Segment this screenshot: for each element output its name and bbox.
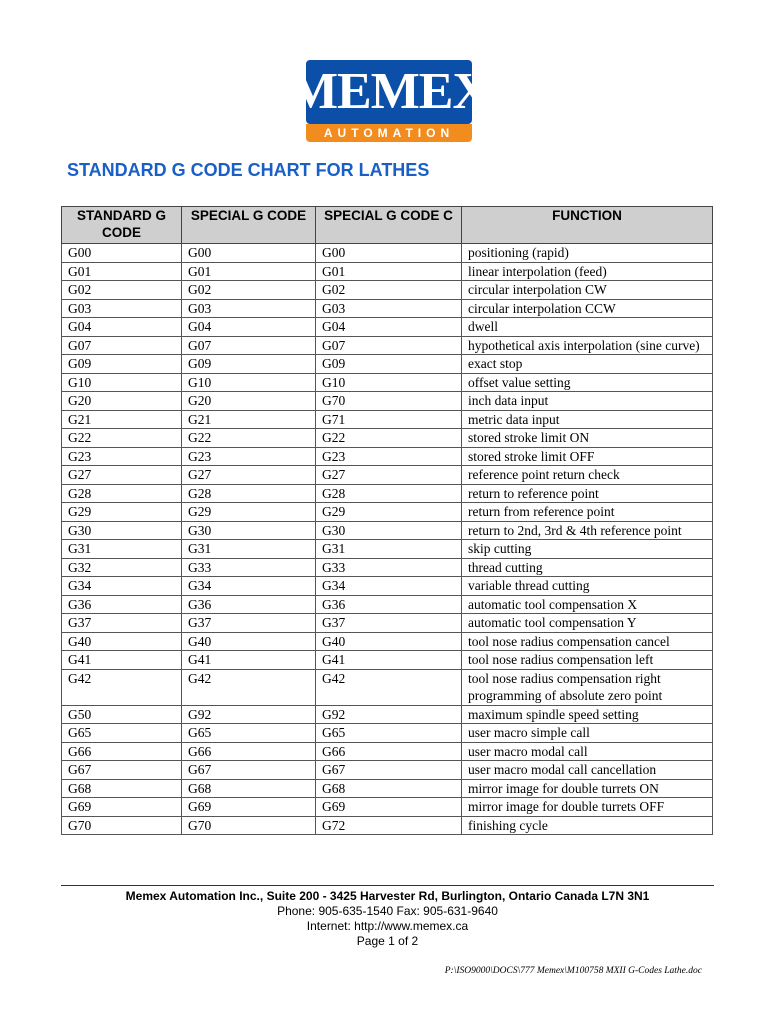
standard-code-cell: G09 <box>62 355 182 374</box>
function-cell: tool nose radius compensation right programming of absolute zero point <box>462 669 713 705</box>
standard-code-cell: G65 <box>62 724 182 743</box>
table-row <box>62 318 713 337</box>
standard-code-cell: G22 <box>62 429 182 448</box>
header-function: FUNCTION <box>462 207 713 244</box>
function-cell: dwell <box>462 318 713 337</box>
special-code-cell: G30 <box>182 521 316 540</box>
special-code-cell: G68 <box>182 779 316 798</box>
special-code-cell: G04 <box>182 318 316 337</box>
special-code-c-cell: G34 <box>316 577 462 596</box>
function-cell: user macro simple call <box>462 724 713 743</box>
footer-address: Memex Automation Inc., Suite 200 - 3425 Harvester Rd, Burlington, Ontario Canada L7N 3N1 <box>125 889 650 903</box>
special-code-c-cell: G41 <box>316 651 462 670</box>
function-cell: stored stroke limit OFF <box>462 447 713 466</box>
standard-code-cell: G21 <box>62 410 182 429</box>
special-code-c-cell: G65 <box>316 724 462 743</box>
table-row <box>62 466 713 485</box>
special-code-cell: G31 <box>182 540 316 559</box>
table-row <box>62 614 713 633</box>
standard-code-cell: G29 <box>62 503 182 522</box>
special-code-cell: G69 <box>182 798 316 817</box>
table-row <box>62 761 713 780</box>
standard-code-cell: G42 <box>62 669 182 705</box>
standard-code-cell: G10 <box>62 373 182 392</box>
standard-code-cell: G04 <box>62 318 182 337</box>
table-row <box>62 392 713 411</box>
function-cell: automatic tool compensation Y <box>462 614 713 633</box>
special-code-cell: G37 <box>182 614 316 633</box>
special-code-cell: G02 <box>182 281 316 300</box>
footer <box>61 889 714 949</box>
special-code-c-cell: G29 <box>316 503 462 522</box>
table-row <box>62 632 713 651</box>
special-code-c-cell: G92 <box>316 705 462 724</box>
special-code-cell: G09 <box>182 355 316 374</box>
function-cell: mirror image for double turrets ON <box>462 779 713 798</box>
special-code-cell: G00 <box>182 244 316 263</box>
function-cell: inch data input <box>462 392 713 411</box>
special-code-c-cell: G66 <box>316 742 462 761</box>
standard-code-cell: G70 <box>62 816 182 835</box>
special-code-c-cell: G09 <box>316 355 462 374</box>
special-code-cell: G34 <box>182 577 316 596</box>
special-code-cell: G70 <box>182 816 316 835</box>
function-cell: reference point return check <box>462 466 713 485</box>
function-cell: metric data input <box>462 410 713 429</box>
special-code-cell: G66 <box>182 742 316 761</box>
table-row <box>62 336 713 355</box>
special-code-c-cell: G69 <box>316 798 462 817</box>
function-cell: maximum spindle speed setting <box>462 705 713 724</box>
special-code-c-cell: G04 <box>316 318 462 337</box>
function-cell: return to 2nd, 3rd & 4th reference point <box>462 521 713 540</box>
table-row <box>62 503 713 522</box>
table-row <box>62 262 713 281</box>
function-cell: skip cutting <box>462 540 713 559</box>
special-code-c-cell: G31 <box>316 540 462 559</box>
special-code-c-cell: G36 <box>316 595 462 614</box>
table-row <box>62 484 713 503</box>
special-code-c-cell: G02 <box>316 281 462 300</box>
special-code-cell: G23 <box>182 447 316 466</box>
standard-code-cell: G34 <box>62 577 182 596</box>
standard-code-cell: G30 <box>62 521 182 540</box>
function-cell: exact stop <box>462 355 713 374</box>
function-cell: tool nose radius compensation left <box>462 651 713 670</box>
table-row <box>62 742 713 761</box>
standard-code-cell: G23 <box>62 447 182 466</box>
special-code-cell: G40 <box>182 632 316 651</box>
special-code-c-cell: G33 <box>316 558 462 577</box>
special-code-c-cell: G70 <box>316 392 462 411</box>
special-code-c-cell: G30 <box>316 521 462 540</box>
table-row <box>62 651 713 670</box>
logo-wordmark-box <box>288 60 490 124</box>
function-cell: mirror image for double turrets OFF <box>462 798 713 817</box>
document-file-path: P:\ISO9000\DOCS\777 Memex\M100758 MXII G-Codes Lathe.doc <box>444 966 702 976</box>
logo-tagline-bar <box>306 124 472 142</box>
standard-code-cell: G00 <box>62 244 182 263</box>
special-code-c-cell: G27 <box>316 466 462 485</box>
special-code-cell: G92 <box>182 705 316 724</box>
special-code-c-cell: G72 <box>316 816 462 835</box>
special-code-c-cell: G10 <box>316 373 462 392</box>
standard-code-cell: G01 <box>62 262 182 281</box>
standard-code-cell: G67 <box>62 761 182 780</box>
special-code-c-cell: G28 <box>316 484 462 503</box>
special-code-c-cell: G23 <box>316 447 462 466</box>
special-code-cell: G10 <box>182 373 316 392</box>
special-code-cell: G03 <box>182 299 316 318</box>
table-row <box>62 577 713 596</box>
standard-code-cell: G02 <box>62 281 182 300</box>
table-row <box>62 558 713 577</box>
special-code-cell: G33 <box>182 558 316 577</box>
table-row <box>62 724 713 743</box>
special-code-c-cell: G71 <box>316 410 462 429</box>
standard-code-cell: G32 <box>62 558 182 577</box>
table-row <box>62 244 713 263</box>
standard-code-cell: G66 <box>62 742 182 761</box>
table-row <box>62 779 713 798</box>
standard-code-cell: G31 <box>62 540 182 559</box>
logo-tagline: AUTOMATION <box>323 126 455 140</box>
special-code-cell: G29 <box>182 503 316 522</box>
footer-page-number: Page 1 of 2 <box>356 934 419 948</box>
function-cell: user macro modal call cancellation <box>462 761 713 780</box>
function-cell: linear interpolation (feed) <box>462 262 713 281</box>
special-code-c-cell: G42 <box>316 669 462 705</box>
function-cell: user macro modal call <box>462 742 713 761</box>
table-row <box>62 816 713 835</box>
footer-divider <box>61 885 714 886</box>
special-code-cell: G27 <box>182 466 316 485</box>
standard-code-cell: G27 <box>62 466 182 485</box>
header-special-g-code-c: SPECIAL G CODE C <box>316 207 462 244</box>
footer-internet: Internet: http://www.memex.ca <box>306 919 469 933</box>
function-cell: tool nose radius compensation cancel <box>462 632 713 651</box>
standard-code-cell: G50 <box>62 705 182 724</box>
g-code-table <box>61 206 713 835</box>
table-row <box>62 373 713 392</box>
special-code-cell: G22 <box>182 429 316 448</box>
table-row <box>62 410 713 429</box>
special-code-c-cell: G07 <box>316 336 462 355</box>
special-code-cell: G28 <box>182 484 316 503</box>
special-code-cell: G67 <box>182 761 316 780</box>
function-cell: thread cutting <box>462 558 713 577</box>
special-code-c-cell: G00 <box>316 244 462 263</box>
header-special-g-code: SPECIAL G CODE <box>182 207 316 244</box>
table-row <box>62 299 713 318</box>
special-code-cell: G42 <box>182 669 316 705</box>
standard-code-cell: G37 <box>62 614 182 633</box>
function-cell: stored stroke limit ON <box>462 429 713 448</box>
table-row <box>62 281 713 300</box>
standard-code-cell: G03 <box>62 299 182 318</box>
function-cell: hypothetical axis interpolation (sine curve) <box>462 336 713 355</box>
table-row <box>62 595 713 614</box>
page-title: STANDARD G CODE CHART FOR LATHES <box>67 160 430 180</box>
standard-code-cell: G20 <box>62 392 182 411</box>
special-code-c-cell: G22 <box>316 429 462 448</box>
special-code-cell: G20 <box>182 392 316 411</box>
function-cell: return from reference point <box>462 503 713 522</box>
function-cell: circular interpolation CCW <box>462 299 713 318</box>
table-row <box>62 429 713 448</box>
standard-code-cell: G28 <box>62 484 182 503</box>
special-code-cell: G21 <box>182 410 316 429</box>
table-row <box>62 705 713 724</box>
special-code-cell: G65 <box>182 724 316 743</box>
special-code-cell: G01 <box>182 262 316 281</box>
table-body <box>62 244 713 835</box>
special-code-cell: G41 <box>182 651 316 670</box>
function-cell: automatic tool compensation X <box>462 595 713 614</box>
standard-code-cell: G68 <box>62 779 182 798</box>
table-row <box>62 669 713 705</box>
function-cell: circular interpolation CW <box>462 281 713 300</box>
special-code-c-cell: G37 <box>316 614 462 633</box>
standard-code-cell: G69 <box>62 798 182 817</box>
standard-code-cell: G40 <box>62 632 182 651</box>
function-cell: return to reference point <box>462 484 713 503</box>
function-cell: positioning (rapid) <box>462 244 713 263</box>
function-cell: variable thread cutting <box>462 577 713 596</box>
footer-phone: Phone: 905-635-1540 Fax: 905-631-9640 <box>277 904 498 918</box>
table-header-row <box>62 207 713 244</box>
special-code-c-cell: G01 <box>316 262 462 281</box>
function-cell: finishing cycle <box>462 816 713 835</box>
header-standard-g-code: STANDARD G CODE <box>62 207 182 244</box>
standard-code-cell: G41 <box>62 651 182 670</box>
standard-code-cell: G07 <box>62 336 182 355</box>
special-code-c-cell: G03 <box>316 299 462 318</box>
table-row <box>62 355 713 374</box>
memex-logo <box>288 60 490 144</box>
table-row <box>62 540 713 559</box>
special-code-c-cell: G68 <box>316 779 462 798</box>
standard-code-cell: G36 <box>62 595 182 614</box>
table-row <box>62 798 713 817</box>
function-cell: offset value setting <box>462 373 713 392</box>
table-row <box>62 447 713 466</box>
special-code-cell: G36 <box>182 595 316 614</box>
special-code-c-cell: G40 <box>316 632 462 651</box>
table-row <box>62 521 713 540</box>
special-code-c-cell: G67 <box>316 761 462 780</box>
special-code-cell: G07 <box>182 336 316 355</box>
logo-wordmark: MEMEX <box>288 63 490 120</box>
